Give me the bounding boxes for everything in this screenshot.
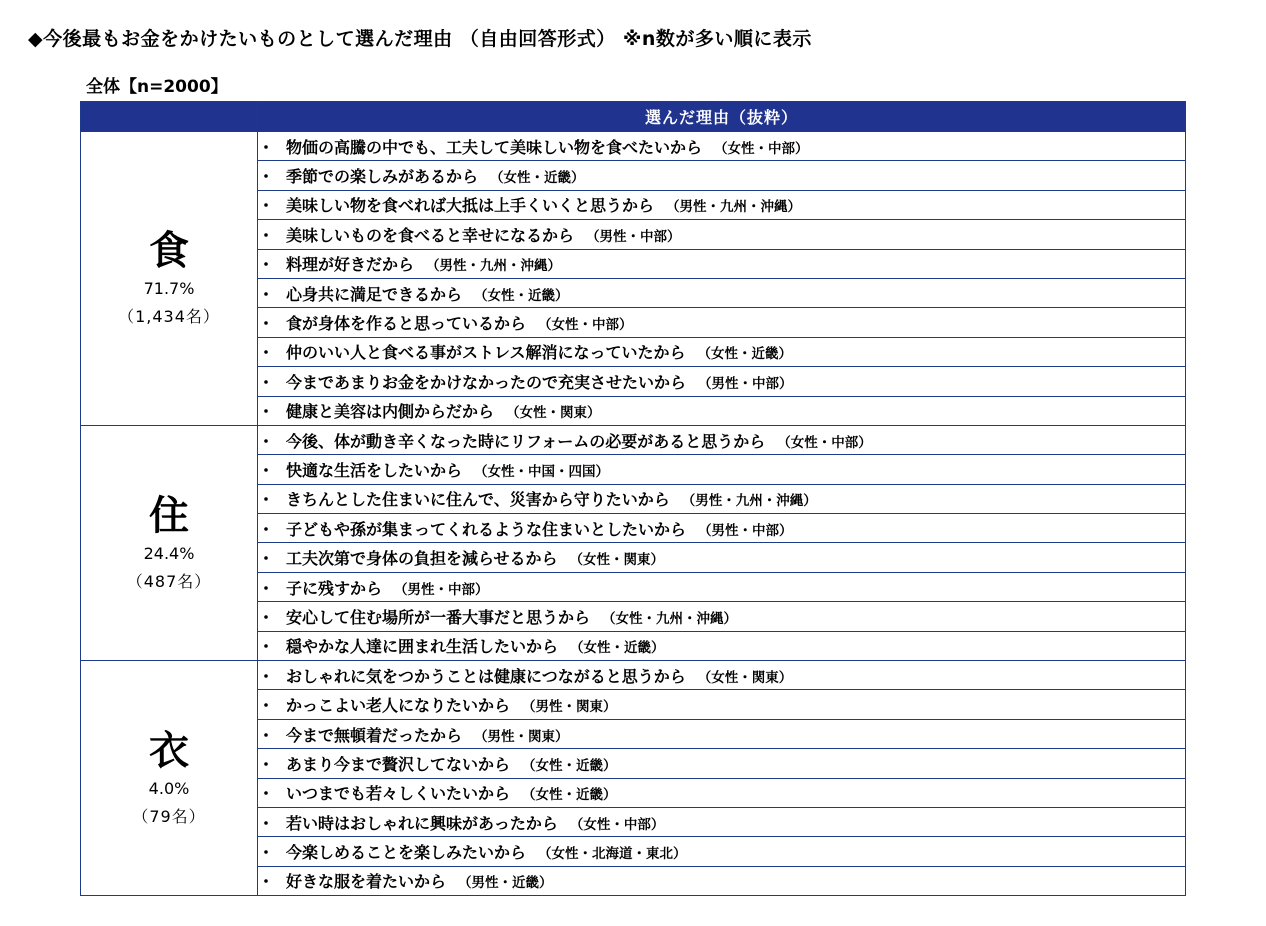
reason-text: 若い時はおしゃれに興味があったから	[286, 813, 558, 833]
reason-text: 工夫次第で身体の負担を減らせるから	[286, 549, 558, 569]
bullet-icon: ・	[258, 402, 275, 422]
reason-cell	[258, 484, 1186, 513]
category-percent: 71.7%	[143, 279, 195, 299]
reason-cell	[258, 602, 1186, 631]
bullet-icon: ・	[258, 225, 275, 245]
table-body	[81, 132, 1186, 896]
respondent-attribute: （女性・中国・四国）	[474, 463, 610, 480]
bullet-icon: ・	[258, 519, 275, 539]
page-title: ◆今後最もお金をかけたいものとして選んだ理由 （自由回答形式） ※n数が多い順に表示	[28, 28, 812, 50]
table-header-row	[81, 102, 1186, 132]
respondent-attribute: （女性・中部）	[538, 317, 633, 334]
table-row	[81, 661, 1186, 690]
bullet-icon: ・	[258, 725, 275, 745]
bullet-icon: ・	[258, 666, 275, 686]
bullet-icon: ・	[258, 549, 275, 569]
bullet-icon: ・	[258, 872, 275, 892]
category-percent: 4.0%	[148, 779, 190, 799]
reason-cell	[258, 514, 1186, 543]
reasons-table	[80, 101, 1186, 896]
reason-cell	[258, 132, 1186, 161]
category-cell	[81, 661, 258, 896]
reason-cell	[258, 220, 1186, 249]
category-count: （1,434名）	[118, 307, 220, 327]
reason-cell	[258, 690, 1186, 719]
reason-text: 今まで無頓着だったから	[286, 725, 463, 745]
bullet-icon: ・	[258, 754, 275, 774]
respondent-attribute: （女性・北海道・東北）	[538, 846, 687, 863]
reason-text: 子に残すから	[286, 578, 383, 598]
category-cell	[81, 132, 258, 426]
reason-cell	[258, 837, 1186, 866]
reason-cell	[258, 455, 1186, 484]
bullet-icon: ・	[258, 696, 275, 716]
category-name: 住	[149, 492, 189, 539]
respondent-attribute: （女性・中部）	[569, 816, 665, 833]
category-cell	[81, 425, 258, 660]
bullet-icon: ・	[258, 490, 275, 510]
bullet-icon: ・	[258, 137, 275, 157]
sample-size-label: 全体【n=2000】	[86, 77, 228, 97]
reason-text: 子どもや孫が集まってくれるような住まいとしたいから	[286, 519, 687, 539]
bullet-icon: ・	[258, 196, 275, 216]
bullet-icon: ・	[258, 637, 275, 657]
bullet-icon: ・	[258, 343, 275, 363]
respondent-attribute: （女性・近畿）	[490, 170, 585, 187]
reason-text: 穏やかな人達に囲まれ生活したいから	[286, 637, 559, 657]
category-count: （487名）	[126, 571, 212, 591]
bullet-icon: ・	[258, 843, 275, 863]
reason-text: 心身共に満足できるから	[286, 284, 463, 304]
reason-text: おしゃれに気をつかうことは健康につながると思うから	[286, 666, 686, 686]
table-row	[81, 425, 1186, 454]
respondent-attribute: （女性・近畿）	[697, 346, 793, 363]
table-header: 選んだ理由（抜粋）	[258, 102, 1186, 132]
reason-cell	[258, 278, 1186, 307]
respondent-attribute: （女性・九州・沖縄）	[602, 610, 738, 627]
respondent-attribute: （男性・九州・沖縄）	[681, 493, 817, 510]
reason-text: 食が身体を作ると思っているから	[286, 314, 527, 334]
reason-cell	[258, 543, 1186, 572]
reason-cell	[258, 161, 1186, 190]
respondent-attribute: （女性・関東）	[569, 552, 665, 569]
bullet-icon: ・	[258, 813, 275, 833]
reason-text: 仲のいい人と食べる事がストレス解消になっていたから	[286, 343, 686, 363]
bullet-icon: ・	[258, 167, 275, 187]
reason-text: 物価の高騰の中でも、工夫して美味しい物を食べたいから	[286, 137, 703, 157]
reason-cell	[258, 749, 1186, 778]
reason-text: 快適な生活をしたいから	[286, 460, 463, 480]
respondent-attribute: （男性・中部）	[698, 375, 793, 392]
respondent-attribute: （男性・九州・沖縄）	[426, 258, 562, 275]
reason-cell	[258, 631, 1186, 660]
reason-cell	[258, 719, 1186, 748]
reason-text: 季節での楽しみがあるから	[286, 167, 479, 187]
bullet-icon: ・	[258, 460, 275, 480]
reason-text: いつまでも若々しくいたいから	[286, 784, 511, 804]
respondent-attribute: （女性・近畿）	[474, 287, 569, 304]
bullet-icon: ・	[258, 284, 275, 304]
reason-text: 今まであまりお金をかけなかったので充実させたいから	[286, 372, 687, 392]
reason-text: 料理が好きだから	[286, 255, 415, 275]
reason-text: 美味しい物を食べれば大抵は上手くいくと思うから	[286, 196, 655, 216]
respondent-attribute: （女性・近畿）	[570, 640, 665, 657]
category-percent: 24.4%	[143, 543, 195, 563]
reason-text: 今楽しめることを楽しみたいから	[286, 843, 527, 863]
respondent-attribute: （女性・関東）	[697, 669, 793, 686]
reason-text: あまり今まで贅沢してないから	[286, 754, 511, 774]
reason-cell	[258, 572, 1186, 601]
reason-cell	[258, 396, 1186, 425]
respondent-attribute: （女性・関東）	[506, 405, 601, 422]
respondent-attribute: （女性・中部）	[714, 140, 809, 157]
reason-cell	[258, 190, 1186, 219]
reason-cell	[258, 866, 1186, 895]
reason-text: 安心して住む場所が一番大事だと思うから	[286, 607, 591, 627]
respondent-attribute: （男性・近畿）	[458, 875, 553, 892]
respondent-attribute: （男性・関東）	[522, 699, 617, 716]
reason-text: 今後、体が動き辛くなった時にリフォームの必要があると思うから	[286, 431, 766, 451]
bullet-icon: ・	[258, 314, 275, 334]
bullet-icon: ・	[258, 578, 275, 598]
reason-text: きちんとした住まいに住んで、災害から守りたいから	[286, 490, 670, 510]
category-count: （79名）	[132, 807, 206, 827]
category-name: 衣	[149, 728, 189, 775]
respondent-attribute: （男性・関東）	[474, 728, 569, 745]
reason-text: 健康と美容は内側からだから	[286, 402, 495, 422]
reason-text: かっこよい老人になりたいから	[286, 696, 511, 716]
header-blank-cell	[81, 102, 258, 132]
reason-cell	[258, 661, 1186, 690]
respondent-attribute: （男性・中部）	[698, 522, 793, 539]
bullet-icon: ・	[258, 784, 275, 804]
reason-text: 好きな服を着たいから	[286, 872, 447, 892]
reason-text: 美味しいものを食べると幸せになるから	[286, 225, 575, 245]
reason-cell	[258, 807, 1186, 836]
category-name: 食	[149, 228, 189, 275]
respondent-attribute: （男性・中部）	[586, 228, 681, 245]
respondent-attribute: （女性・近畿）	[522, 787, 617, 804]
reason-cell	[258, 337, 1186, 366]
reason-cell	[258, 425, 1186, 454]
bullet-icon: ・	[258, 372, 275, 392]
bullet-icon: ・	[258, 607, 275, 627]
bullet-icon: ・	[258, 431, 275, 451]
reason-cell	[258, 778, 1186, 807]
respondent-attribute: （女性・中部）	[777, 434, 872, 451]
bullet-icon: ・	[258, 255, 275, 275]
reason-cell	[258, 367, 1186, 396]
respondent-attribute: （男性・中部）	[394, 581, 489, 598]
reason-cell	[258, 308, 1186, 337]
table-row	[81, 132, 1186, 161]
respondent-attribute: （男性・九州・沖縄）	[666, 199, 802, 216]
respondent-attribute: （女性・近畿）	[522, 757, 617, 774]
reason-cell	[258, 249, 1186, 278]
